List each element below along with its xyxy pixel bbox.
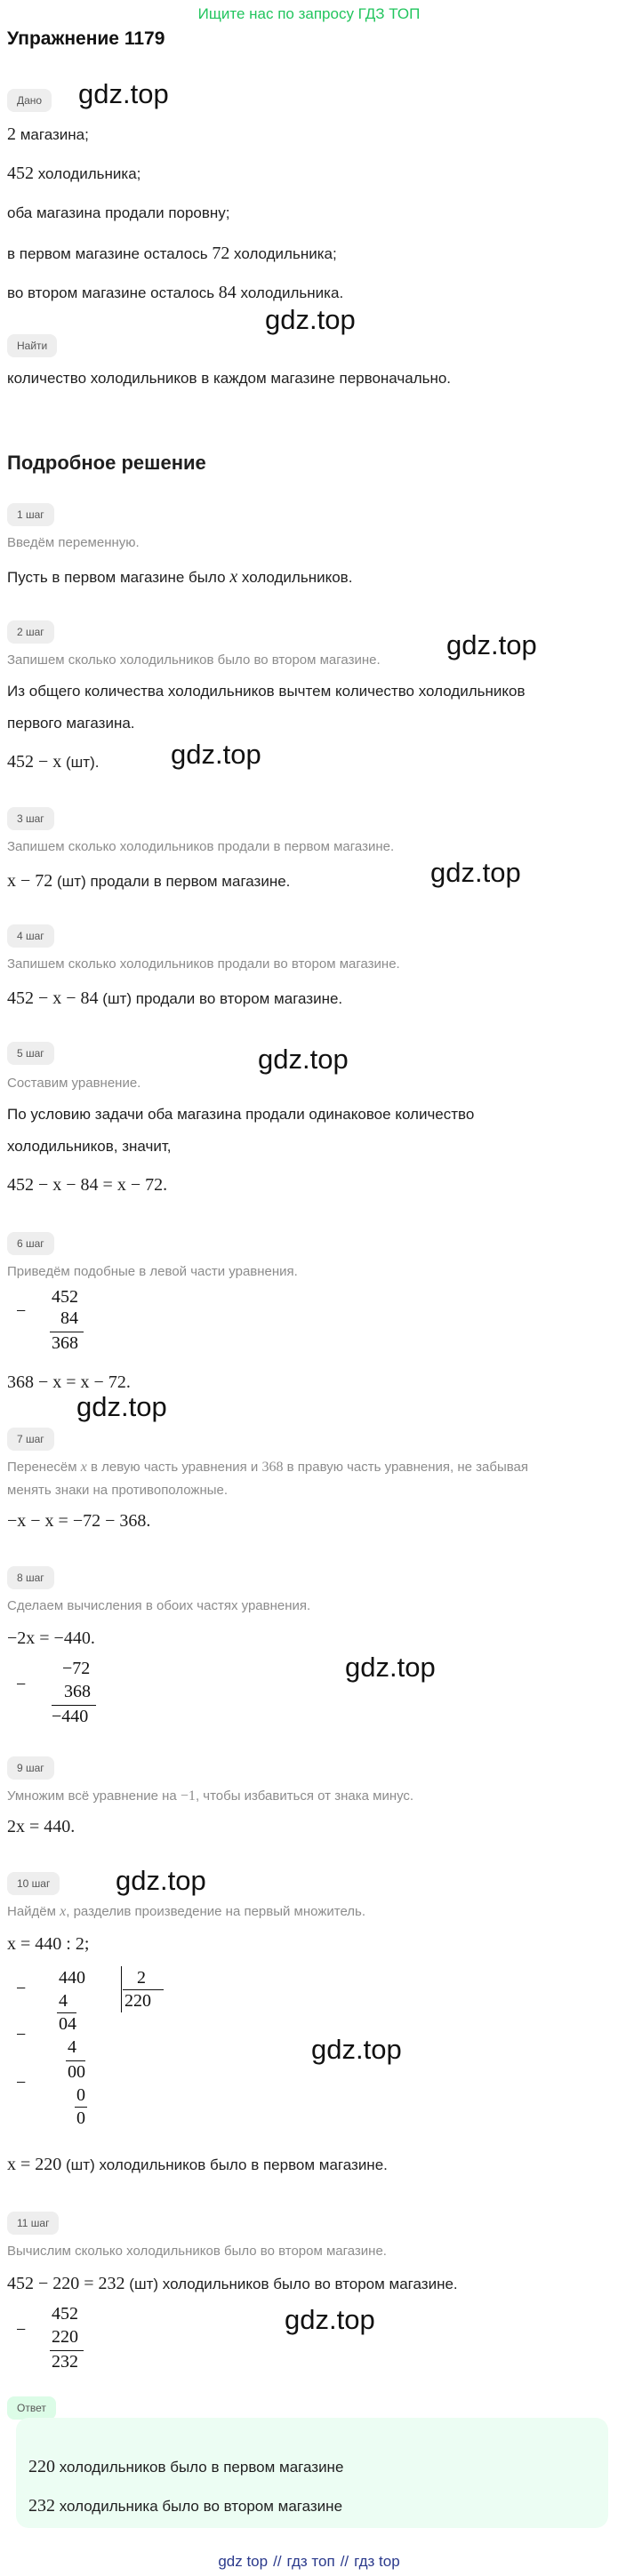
watermark: gdz.top: [446, 629, 537, 660]
watermark: gdz.top: [345, 1652, 436, 1683]
step-hint: Запишем сколько холодильников было во втором магазине.: [7, 652, 381, 668]
step-badge: 10 шаг: [7, 1872, 60, 1895]
answer-line: 232 холодильника было во втором магазине: [28, 2496, 343, 2516]
step-badge: 8 шаг: [7, 1566, 54, 1589]
footer-separator: //: [273, 2553, 282, 2570]
column-subtraction: − 452 220 232: [12, 2304, 101, 2377]
given-item: 452 холодильника;: [7, 164, 141, 183]
step-hint: Составим уравнение.: [7, 1076, 141, 1091]
footer-link[interactable]: гдз top: [354, 2553, 400, 2570]
step-hint: Вычислим сколько холодильников было во втором магазине.: [7, 2244, 387, 2259]
given-item: 2 магазина;: [7, 124, 89, 144]
find-badge: Найти: [7, 334, 57, 357]
step-text: Пусть в первом магазине было x холодильников.: [7, 567, 353, 587]
step-expression: x − 72 (шт) продали в первом магазине.: [7, 871, 291, 891]
watermark: gdz.top: [285, 2304, 375, 2335]
column-addition: − −72 368 −440: [12, 1659, 101, 1732]
answer-line: 220 холодильников было в первом магазине: [28, 2457, 344, 2476]
watermark: gdz.top: [76, 1391, 167, 1422]
step-badge: 2 шаг: [7, 620, 54, 644]
step-badge: 3 шаг: [7, 807, 54, 830]
step-text: Из общего количества холодильников вычтем количество холодильников: [7, 683, 526, 700]
step-expression: 452 − x − 84 (шт) продали во втором магазине.: [7, 988, 343, 1008]
step-expression: 452 − x − 84 = x − 72.: [7, 1175, 168, 1195]
step-expression: 368 − x = x − 72.: [7, 1372, 131, 1392]
watermark: gdz.top: [265, 304, 356, 335]
step-hint: Перенесём x в левую часть уравнения и 368 в правую часть уравнения, не забывая: [7, 1460, 529, 1475]
step-badge: 11 шаг: [7, 2212, 59, 2235]
step-text: По условию задачи оба магазина продали одинаковое количество: [7, 1106, 475, 1123]
step-hint: Запишем сколько холодильников продали в первом магазине.: [7, 839, 395, 854]
step-expression: 2x = 440.: [7, 1817, 76, 1836]
step-hint: Сделаем вычисления в обоих частях уравнения.: [7, 1598, 311, 1613]
footer-link[interactable]: gdz top: [218, 2553, 269, 2570]
answer-badge: Ответ: [7, 2396, 56, 2420]
find-text: количество холодильников в каждом магазине первоначально.: [7, 370, 452, 387]
given-badge: Дано: [7, 89, 52, 112]
footer-separator: //: [340, 2553, 349, 2570]
step-expression: 452 − 220 = 232 (шт) холодильников было во втором магазине.: [7, 2274, 458, 2293]
long-division: − 440 2 220 4 04 − 4 00 − 0 0: [12, 1963, 173, 2140]
step-badge: 9 шаг: [7, 1756, 54, 1780]
step-hint: Приведём подобные в левой части уравнения.: [7, 1264, 298, 1279]
watermark: gdz.top: [258, 1044, 349, 1075]
step-text: холодильников, значит,: [7, 1138, 172, 1155]
step-expression: −2x = −440.: [7, 1628, 95, 1648]
step-hint: Введём переменную.: [7, 535, 140, 550]
solution-title: Подробное решение: [7, 452, 206, 474]
step-hint: Запишем сколько холодильников продали во втором магазине.: [7, 956, 400, 972]
exercise-title: Упражнение 1179: [7, 28, 165, 49]
given-item: оба магазина продали поровну;: [7, 204, 230, 221]
step-badge: 1 шаг: [7, 503, 54, 526]
top-search-link[interactable]: Ищите нас по запросу ГДЗ ТОП: [197, 5, 421, 22]
watermark: gdz.top: [78, 78, 169, 109]
watermark: gdz.top: [311, 2034, 402, 2065]
step-text: первого магазина.: [7, 715, 135, 732]
column-subtraction: − 452 84 368: [12, 1287, 92, 1358]
watermark: gdz.top: [430, 857, 521, 888]
step-badge: 4 шаг: [7, 924, 54, 948]
watermark: gdz.top: [116, 1865, 206, 1896]
step-hint: Умножим всё уравнение на −1, чтобы избавиться от знака минус.: [7, 1788, 414, 1804]
step-expression: x = 220 (шт) холодильников было в первом магазине.: [7, 2155, 388, 2174]
step-expression: −x − x = −72 − 368.: [7, 1511, 151, 1531]
given-item: в первом магазине осталось 72 холодильника;: [7, 244, 337, 263]
step-badge: 6 шаг: [7, 1232, 54, 1255]
footer-link[interactable]: гдз топ: [286, 2553, 335, 2570]
footer-links: [0, 2553, 618, 2571]
watermark: gdz.top: [171, 739, 261, 770]
given-item: во втором магазине осталось 84 холодильника.: [7, 283, 344, 302]
step-expression: x = 440 : 2;: [7, 1934, 90, 1954]
step-hint: менять знаки на противоположные.: [7, 1483, 229, 1498]
step-hint: Найдём x, разделив произведение на первый множитель.: [7, 1904, 366, 1919]
step-expression: 452 − x (шт).: [7, 752, 100, 772]
step-badge: 5 шаг: [7, 1042, 54, 1065]
step-badge: 7 шаг: [7, 1428, 54, 1451]
